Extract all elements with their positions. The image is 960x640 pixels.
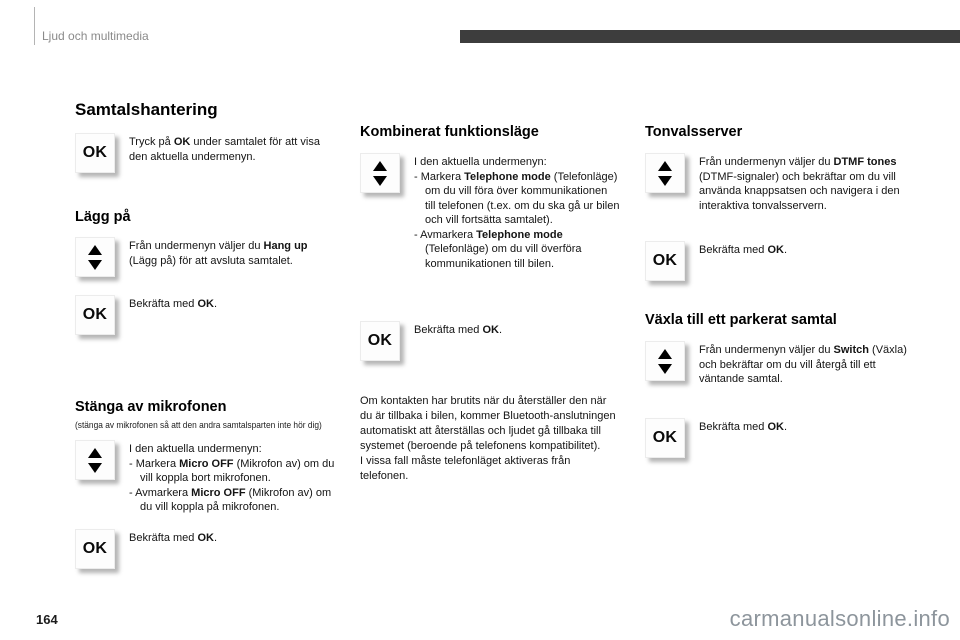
section-title-call-handling: Samtalshantering	[75, 100, 218, 119]
paragraph: Från undermenyn väljer du DTMF tones (DTMF-signaler) och bekräftar om du vill använda knappsatsen och navigera i den interaktiva tonvalsservern.	[699, 156, 900, 212]
list-item: - Markera Micro OFF (Mikrofon av) om du vill koppla bort mikrofonen.	[129, 457, 335, 485]
paragraph: Bekräfta med OK.	[699, 244, 788, 257]
heading-hang-up: Lägg på	[75, 209, 131, 225]
list-item: - Avmarkera Micro OFF (Mikrofon av) om du vill koppla på mikrofonen.	[129, 486, 332, 514]
arrow-down-icon	[88, 260, 102, 270]
column-middle	[360, 124, 620, 484]
instruction-text	[699, 418, 787, 435]
page-number: 164	[36, 612, 58, 627]
watermark: carmanualsonline.info	[729, 606, 950, 631]
updown-arrows-icon	[645, 341, 685, 381]
arrow-up-icon	[373, 161, 387, 171]
updown-arrows-icon	[360, 153, 400, 193]
arrow-down-icon	[658, 176, 672, 186]
paragraph: Tryck på OK under samtalet för att visa den aktuella undermenyn.	[129, 136, 320, 163]
instruction-block	[645, 153, 907, 213]
paragraph: Från undermenyn väljer du Switch (Växla) och bekräftar om du vill återgå till ett väntande samtal.	[699, 344, 907, 386]
ok-icon-label: OK	[82, 144, 108, 161]
chapter-label: Ljud och multimedia	[42, 29, 149, 43]
instruction-block	[75, 133, 337, 173]
paragraph: I den aktuella undermenyn:	[129, 443, 262, 455]
heading-switch-parked-call: Växla till ett parkerat samtal	[645, 312, 837, 329]
instruction-text	[129, 237, 337, 268]
paragraph: Bekräfta med OK.	[414, 324, 503, 337]
ok-icon-label: OK	[652, 252, 678, 270]
paragraph: Om kontakten har brutits när du återställer den när du är tillbaka i bilen, kommer Bluetooth-anslutningen automatiskt att återställas och ljudet gå tillbaka till systemet (beroende på telefonens kompatibilitet).	[360, 395, 616, 452]
ok-button-icon	[75, 133, 115, 173]
heading-combined-mode: Kombinerat funktionsläge	[360, 124, 539, 140]
ok-button-icon	[360, 321, 400, 361]
instruction-text	[129, 529, 217, 546]
ok-icon-label: OK	[652, 428, 678, 446]
heading-tone-server: Tonvalsserver	[645, 124, 743, 140]
arrow-up-icon	[88, 448, 102, 458]
instruction-block	[75, 440, 337, 515]
chapter-rule	[34, 7, 35, 45]
instruction-text	[129, 133, 337, 164]
bluetooth-note	[360, 394, 620, 484]
instruction-text	[414, 321, 502, 338]
paragraph: Bekräfta med OK.	[129, 298, 218, 310]
instruction-block	[360, 321, 620, 361]
updown-arrows-icon	[75, 237, 115, 277]
paragraph: I vissa fall måste telefonläget aktiveras från telefonen.	[360, 454, 571, 482]
instruction-text	[129, 440, 337, 515]
ok-icon-label: OK	[82, 539, 108, 557]
instruction-block	[360, 153, 620, 271]
updown-arrows-icon	[75, 440, 115, 480]
instruction-text	[414, 153, 620, 271]
arrow-down-icon	[658, 364, 672, 374]
header-bar	[460, 30, 960, 43]
microphone-note: (stänga av mikrofonen så att den andra samtalsparten inte hör dig)	[75, 420, 322, 431]
instruction-block	[645, 418, 907, 458]
instruction-block	[75, 237, 337, 277]
instruction-text	[699, 241, 787, 258]
arrow-up-icon	[658, 161, 672, 171]
instruction-block	[645, 341, 907, 387]
ok-button-icon	[75, 529, 115, 569]
arrow-down-icon	[373, 176, 387, 186]
column-left	[75, 100, 337, 569]
ok-button-icon	[75, 295, 115, 335]
paragraph: Från undermenyn väljer du Hang up (Lägg på) för att avsluta samtalet.	[129, 240, 308, 267]
updown-arrows-icon	[645, 153, 685, 193]
ok-icon-label: OK	[367, 332, 393, 350]
paragraph: Bekräfta med OK.	[699, 420, 788, 433]
instruction-block	[645, 241, 907, 281]
instruction-text	[129, 295, 217, 312]
ok-button-icon	[645, 418, 685, 458]
paragraph: I den aktuella undermenyn:	[414, 156, 547, 168]
column-right	[645, 124, 907, 458]
list-item: - Markera Telephone mode (Telefonläge) om du vill föra över kommunikationen till telefonen (t.ex. om du ska gå ur bilen och vill fortsätta samtalet).	[414, 170, 620, 227]
arrow-up-icon	[88, 245, 102, 255]
ok-icon-label: OK	[82, 306, 108, 323]
heading-mute-microphone: Stänga av mikrofonen	[75, 399, 227, 415]
arrow-up-icon	[658, 349, 672, 359]
paragraph: Bekräfta med OK.	[129, 531, 218, 544]
instruction-text	[699, 341, 907, 387]
instruction-block	[75, 529, 337, 569]
list-item: - Avmarkera Telephone mode (Telefonläge) om du vill överföra kommunikationen till bilen.	[414, 228, 582, 270]
instruction-text	[699, 153, 907, 213]
ok-button-icon	[645, 241, 685, 281]
instruction-block	[75, 295, 337, 335]
arrow-down-icon	[88, 463, 102, 473]
